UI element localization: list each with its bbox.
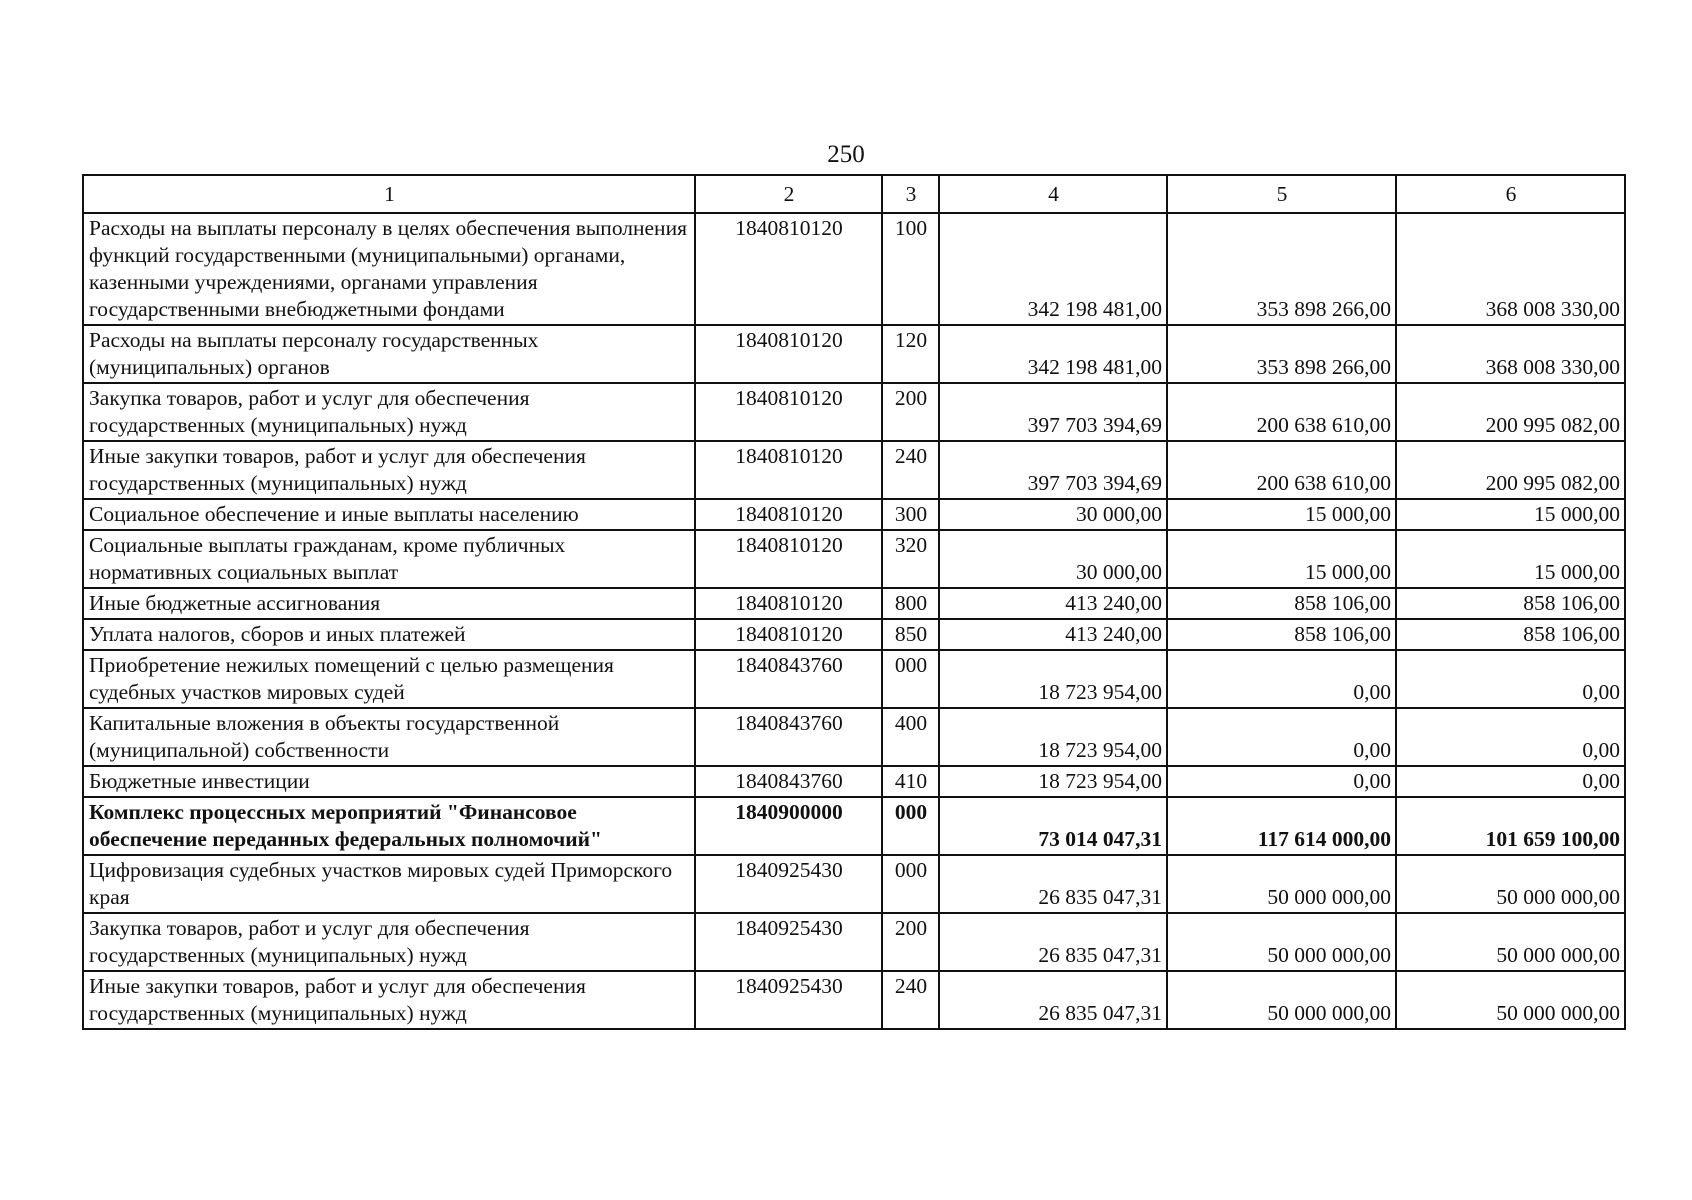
row-value-col5-cell: 15 000,00	[1167, 499, 1396, 530]
table-row	[83, 530, 1625, 588]
row-value-col6-cell: 0,00	[1396, 766, 1625, 797]
row-type-cell: 240	[882, 441, 939, 499]
row-name-cell: Иные закупки товаров, работ и услуг для обеспечения государственных (муниципальных) нужд	[83, 441, 695, 499]
table-row	[83, 213, 1625, 325]
row-type-cell: 800	[882, 588, 939, 619]
row-value-col6-cell: 50 000 000,00	[1396, 913, 1625, 971]
row-type-cell: 000	[882, 855, 939, 913]
row-value-col6-cell: 0,00	[1396, 650, 1625, 708]
table-row	[83, 325, 1625, 383]
row-value-col4-cell: 342 198 481,00	[939, 325, 1167, 383]
table-row	[83, 383, 1625, 441]
row-value-col4-cell: 18 723 954,00	[939, 708, 1167, 766]
row-value-col4-cell: 18 723 954,00	[939, 766, 1167, 797]
row-value-col5-cell: 117 614 000,00	[1167, 797, 1396, 855]
row-value-col5-cell: 50 000 000,00	[1167, 913, 1396, 971]
row-value-col5-cell: 15 000,00	[1167, 530, 1396, 588]
row-type-cell: 850	[882, 619, 939, 650]
table-row	[83, 708, 1625, 766]
row-value-col6-cell: 101 659 100,00	[1396, 797, 1625, 855]
row-name-cell: Социальные выплаты гражданам, кроме публичных нормативных социальных выплат	[83, 530, 695, 588]
row-name-cell: Закупка товаров, работ и услуг для обеспечения государственных (муниципальных) нужд	[83, 913, 695, 971]
table-row	[83, 619, 1625, 650]
row-value-col4-cell: 30 000,00	[939, 530, 1167, 588]
row-code-cell: 1840900000	[695, 797, 882, 855]
row-code-cell: 1840843760	[695, 708, 882, 766]
row-value-col5-cell: 353 898 266,00	[1167, 325, 1396, 383]
row-type-cell: 100	[882, 213, 939, 325]
header-cell-5: 5	[1167, 175, 1396, 213]
row-value-col5-cell: 50 000 000,00	[1167, 855, 1396, 913]
row-code-cell: 1840843760	[695, 766, 882, 797]
row-type-cell: 000	[882, 797, 939, 855]
row-value-col4-cell: 26 835 047,31	[939, 855, 1167, 913]
row-value-col4-cell: 413 240,00	[939, 588, 1167, 619]
header-cell-4: 4	[939, 175, 1167, 213]
row-name-cell: Социальное обеспечение и иные выплаты населению	[83, 499, 695, 530]
row-code-cell: 1840810120	[695, 588, 882, 619]
row-value-col4-cell: 26 835 047,31	[939, 913, 1167, 971]
row-type-cell: 120	[882, 325, 939, 383]
row-value-col5-cell: 50 000 000,00	[1167, 971, 1396, 1029]
table-row	[83, 797, 1625, 855]
row-value-col4-cell: 18 723 954,00	[939, 650, 1167, 708]
header-cell-2: 2	[695, 175, 882, 213]
table-row	[83, 766, 1625, 797]
row-name-cell: Приобретение нежилых помещений с целью размещения судебных участков мировых судей	[83, 650, 695, 708]
row-value-col5-cell: 858 106,00	[1167, 619, 1396, 650]
row-value-col6-cell: 368 008 330,00	[1396, 213, 1625, 325]
row-code-cell: 1840843760	[695, 650, 882, 708]
row-name-cell: Расходы на выплаты персоналу государственных (муниципальных) органов	[83, 325, 695, 383]
row-value-col5-cell: 0,00	[1167, 708, 1396, 766]
row-name-cell: Расходы на выплаты персоналу в целях обеспечения выполнения функций государственными (муниципальными) органами, казенными учреждениями, органами управления государственными внебюджетными фондами	[83, 213, 695, 325]
row-value-col4-cell: 342 198 481,00	[939, 213, 1167, 325]
row-code-cell: 1840925430	[695, 913, 882, 971]
row-value-col6-cell: 858 106,00	[1396, 588, 1625, 619]
header-cell-6: 6	[1396, 175, 1625, 213]
table-row	[83, 588, 1625, 619]
row-code-cell: 1840810120	[695, 499, 882, 530]
row-type-cell: 400	[882, 708, 939, 766]
row-type-cell: 300	[882, 499, 939, 530]
row-value-col4-cell: 397 703 394,69	[939, 441, 1167, 499]
row-type-cell: 000	[882, 650, 939, 708]
budget-table	[82, 174, 1626, 1030]
row-code-cell: 1840810120	[695, 383, 882, 441]
row-value-col5-cell: 0,00	[1167, 650, 1396, 708]
table-row	[83, 913, 1625, 971]
row-value-col5-cell: 0,00	[1167, 766, 1396, 797]
header-cell-1: 1	[83, 175, 695, 213]
row-code-cell: 1840810120	[695, 213, 882, 325]
row-name-cell: Иные бюджетные ассигнования	[83, 588, 695, 619]
row-code-cell: 1840810120	[695, 530, 882, 588]
row-type-cell: 240	[882, 971, 939, 1029]
row-value-col6-cell: 15 000,00	[1396, 530, 1625, 588]
row-value-col4-cell: 73 014 047,31	[939, 797, 1167, 855]
row-type-cell: 410	[882, 766, 939, 797]
row-value-col6-cell: 368 008 330,00	[1396, 325, 1625, 383]
row-name-cell: Закупка товаров, работ и услуг для обеспечения государственных (муниципальных) нужд	[83, 383, 695, 441]
row-name-cell: Уплата налогов, сборов и иных платежей	[83, 619, 695, 650]
row-value-col6-cell: 200 995 082,00	[1396, 441, 1625, 499]
row-name-cell: Цифровизация судебных участков мировых судей Приморского края	[83, 855, 695, 913]
row-name-cell: Комплекс процессных мероприятий "Финансовое обеспечение переданных федеральных полномочий"	[83, 797, 695, 855]
row-code-cell: 1840925430	[695, 971, 882, 1029]
row-value-col6-cell: 0,00	[1396, 708, 1625, 766]
table-row	[83, 971, 1625, 1029]
row-value-col4-cell: 26 835 047,31	[939, 971, 1167, 1029]
header-row	[83, 175, 1625, 213]
row-code-cell: 1840925430	[695, 855, 882, 913]
row-value-col5-cell: 200 638 610,00	[1167, 441, 1396, 499]
row-value-col5-cell: 858 106,00	[1167, 588, 1396, 619]
row-value-col5-cell: 200 638 610,00	[1167, 383, 1396, 441]
row-code-cell: 1840810120	[695, 619, 882, 650]
row-code-cell: 1840810120	[695, 441, 882, 499]
row-type-cell: 200	[882, 913, 939, 971]
row-value-col4-cell: 397 703 394,69	[939, 383, 1167, 441]
row-value-col6-cell: 200 995 082,00	[1396, 383, 1625, 441]
row-type-cell: 320	[882, 530, 939, 588]
row-value-col6-cell: 50 000 000,00	[1396, 855, 1625, 913]
row-value-col6-cell: 15 000,00	[1396, 499, 1625, 530]
row-name-cell: Бюджетные инвестиции	[83, 766, 695, 797]
row-value-col6-cell: 858 106,00	[1396, 619, 1625, 650]
header-cell-3: 3	[882, 175, 939, 213]
table-row	[83, 441, 1625, 499]
row-name-cell: Капитальные вложения в объекты государственной (муниципальной) собственности	[83, 708, 695, 766]
row-value-col6-cell: 50 000 000,00	[1396, 971, 1625, 1029]
row-value-col4-cell: 30 000,00	[939, 499, 1167, 530]
row-value-col5-cell: 353 898 266,00	[1167, 213, 1396, 325]
row-name-cell: Иные закупки товаров, работ и услуг для обеспечения государственных (муниципальных) нужд	[83, 971, 695, 1029]
row-type-cell: 200	[882, 383, 939, 441]
row-code-cell: 1840810120	[695, 325, 882, 383]
row-value-col4-cell: 413 240,00	[939, 619, 1167, 650]
table-row	[83, 650, 1625, 708]
table-row	[83, 499, 1625, 530]
table-row	[83, 855, 1625, 913]
page-number: 250	[827, 141, 865, 168]
